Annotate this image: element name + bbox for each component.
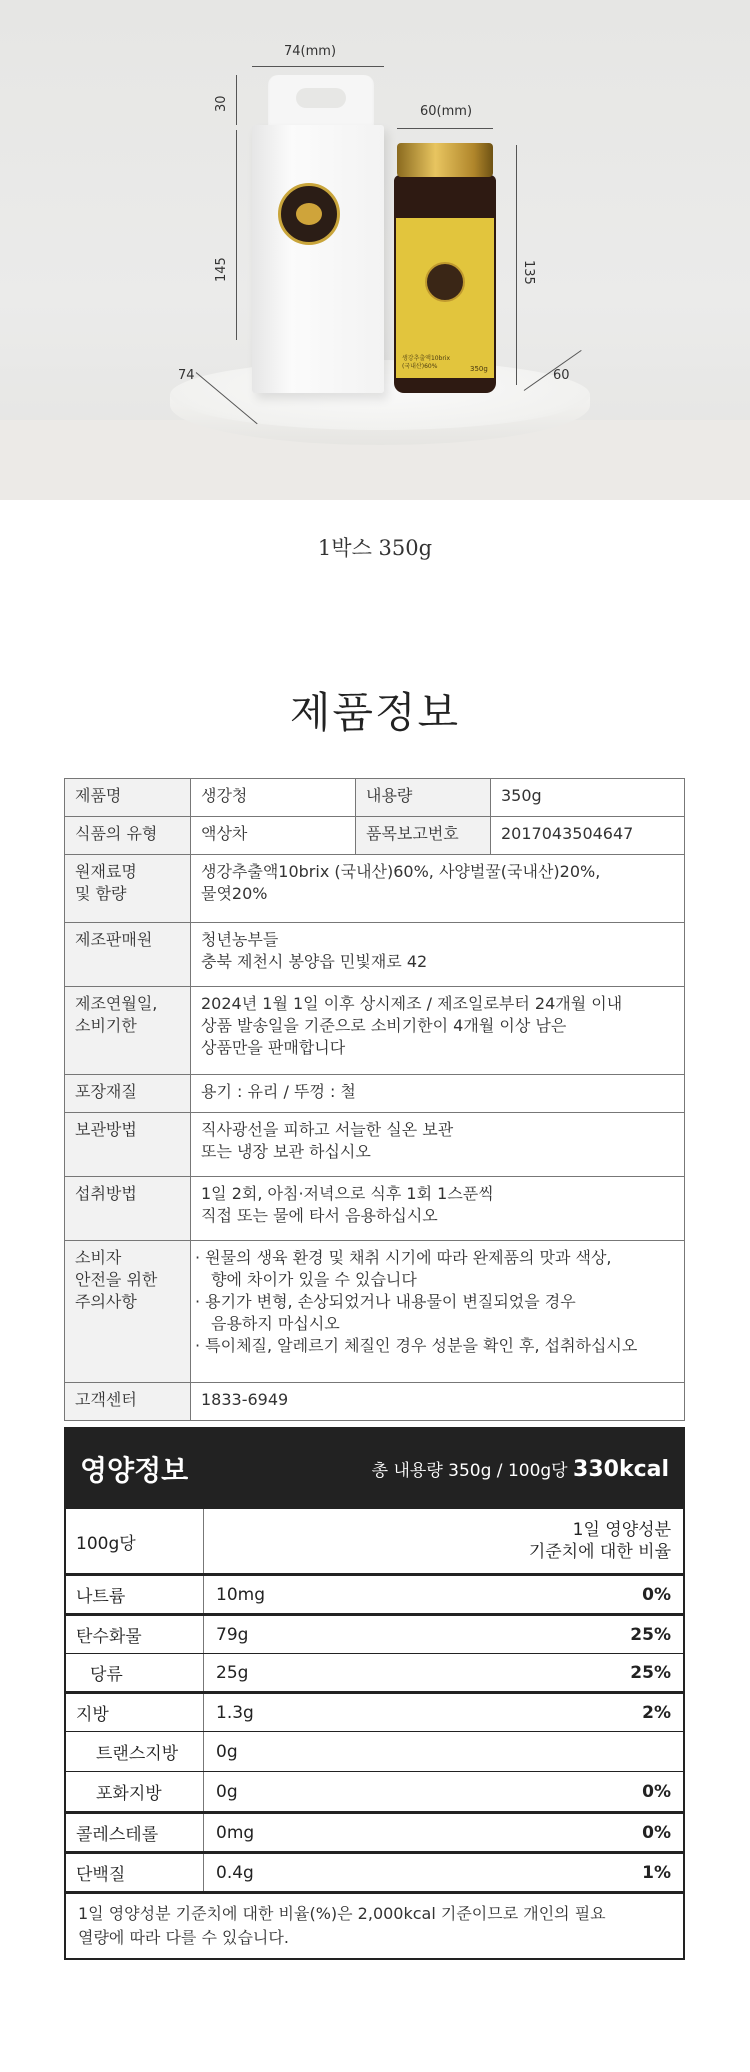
maker-line2: 충북 제천시 봉양읍 민빛재로 42: [201, 952, 428, 971]
jar-label-text: 생강추출액10brix (국내산)60%: [402, 355, 451, 370]
label-intake: 섭취방법: [65, 1177, 191, 1241]
nutrition-subheader: [66, 1509, 683, 1573]
dv-header-line2: 기준치에 대한 비율: [528, 1542, 671, 1562]
nutrition-facts: [64, 1427, 685, 1960]
nutrient-amount: 79g: [216, 1624, 249, 1645]
dim-jar-depth: 60: [553, 368, 570, 383]
label-date-line2: 소비기한: [75, 1016, 137, 1035]
label-maker: 제조판매원: [65, 923, 191, 987]
nutrition-kcal: 330kcal: [573, 1457, 669, 1482]
value-maker: [191, 923, 685, 987]
nutrient-name: 지방: [66, 1694, 204, 1731]
dim-box-height: 145: [214, 257, 229, 282]
value-storage: [191, 1113, 685, 1177]
table-row: [65, 855, 685, 923]
nutrient-name: 나트륨: [66, 1576, 204, 1613]
table-row: [65, 817, 685, 855]
nutrient-dv: 0%: [642, 1781, 671, 1802]
dim-line-jar-height: [516, 145, 517, 385]
product-info-table: [64, 778, 685, 1421]
table-row: [66, 1771, 683, 1811]
label-caution-line3: 주의사항: [75, 1292, 137, 1311]
nutrient-dv: 0%: [642, 1822, 671, 1843]
dv-header: [517, 1519, 683, 1563]
nutrient-amount: 10mg: [216, 1584, 265, 1605]
nutrient-dv: 2%: [642, 1702, 671, 1723]
intake-line2: 직접 또는 물에 타서 음용하십시오: [201, 1206, 438, 1225]
nutrient-name: 콜레스테롤: [66, 1814, 204, 1851]
label-caution-line1: 소비자: [75, 1248, 122, 1267]
caution-line5: · 특이체질, 알레르기 체질인 경우 성분을 확인 후, 섭취하십시오: [195, 1336, 638, 1355]
dim-box-width: 74(mm): [284, 44, 337, 59]
dim-box-depth: 74: [178, 368, 195, 383]
caution-line4: 음용하지 마십시오: [211, 1314, 340, 1333]
label-date-line1: 제조연월일,: [75, 994, 158, 1013]
jar-emblem: [425, 262, 465, 302]
jar-weight: 350g: [470, 365, 488, 373]
nutrient-amount: 0g: [216, 1781, 238, 1802]
ingredients-line1: 생강추출액10brix (국내산)60%, 사양벌꿀(국내산)20%,: [201, 862, 601, 881]
label-product-name: 제품명: [65, 779, 191, 817]
intake-line1: 1일 2회, 아침·저녁으로 식후 1회 1스푼씩: [201, 1184, 494, 1203]
value-food-type: 액상차: [191, 817, 356, 855]
caution-line3: · 용기가 변형, 손상되었거나 내용물이 변질되었을 경우: [195, 1292, 576, 1311]
maker-line1: 청년농부들: [201, 930, 279, 949]
gift-box: [252, 125, 384, 393]
nutrient-dv: 25%: [630, 1662, 671, 1683]
nutrient-dv: 0%: [642, 1584, 671, 1605]
date-line1: 2024년 1월 1일 이후 상시제조 / 제조일로부터 24개월 이내: [201, 994, 623, 1013]
label-customer-center: 고객센터: [65, 1383, 191, 1421]
table-row: [66, 1811, 683, 1851]
label-packaging: 포장재질: [65, 1075, 191, 1113]
nutrition-total-text: 총 내용량 350g / 100g당: [371, 1461, 574, 1481]
table-row: [66, 1691, 683, 1731]
value-customer-center: 1833-6949: [191, 1383, 685, 1421]
value-product-name: 생강청: [191, 779, 356, 817]
nutrient-name: 탄수화물: [66, 1616, 204, 1653]
footnote-line1: 1일 영양성분 기준치에 대한 비율(%)은 2,000kcal 기준이므로 개인의 필요: [78, 1904, 606, 1923]
label-report-number: 품목보고번호: [356, 817, 491, 855]
product-caption: 1박스 350g: [317, 536, 433, 560]
label-ingredients-line2: 및 함량: [75, 884, 127, 903]
date-line2: 상품 발송일을 기준으로 소비기한이 4개월 이상 남은: [201, 1016, 567, 1035]
table-row: [66, 1613, 683, 1653]
value-volume: 350g: [491, 779, 685, 817]
per-100g: 100g당: [66, 1509, 204, 1573]
table-row: [65, 923, 685, 987]
label-volume: 내용량: [356, 779, 491, 817]
label-caution-line2: 안전을 위한: [75, 1270, 158, 1289]
label-ingredients-line1: 원재료명: [75, 862, 137, 881]
nutrient-name: 트랜스지방: [66, 1732, 204, 1771]
table-row: [65, 1113, 685, 1177]
caution-line2: 향에 차이가 있을 수 있습니다: [211, 1270, 417, 1289]
table-row: [65, 1383, 685, 1421]
section-title: 제품정보: [289, 688, 461, 737]
nutrient-dv: 25%: [630, 1624, 671, 1645]
table-row: [65, 779, 685, 817]
dim-jar-width: 60(mm): [420, 104, 473, 119]
label-date: [65, 987, 191, 1075]
value-intake: [191, 1177, 685, 1241]
value-ingredients: [191, 855, 685, 923]
jar-lid: [397, 143, 493, 177]
nutrition-footnote: [66, 1891, 683, 1958]
table-row: [65, 1241, 685, 1383]
table-row: [66, 1851, 683, 1891]
dim-line-box-height: [236, 130, 237, 340]
dim-jar-height: 135: [521, 260, 536, 285]
nutrient-amount: 0g: [216, 1741, 238, 1762]
dim-handle-height: 30: [214, 95, 229, 112]
nutrition-title: 영양정보: [80, 1454, 189, 1487]
value-report-number: 2017043504647: [491, 817, 685, 855]
table-row: [65, 1177, 685, 1241]
dv-header-line1: 1일 영양성분: [572, 1520, 671, 1540]
nutrient-name: 포화지방: [66, 1772, 204, 1811]
footnote-line2: 열량에 따라 다를 수 있습니다.: [78, 1928, 289, 1947]
value-date: [191, 987, 685, 1075]
nutrient-name: 단백질: [66, 1854, 204, 1891]
nutrient-amount: 0.4g: [216, 1862, 254, 1883]
table-row: [66, 1731, 683, 1771]
table-row: [66, 1573, 683, 1613]
gift-box-handle-hole: [296, 88, 346, 108]
nutrient-amount: 0mg: [216, 1822, 255, 1843]
value-caution: [191, 1241, 685, 1383]
nutrient-amount: 1.3g: [216, 1702, 254, 1723]
label-caution: [65, 1241, 191, 1383]
nutrient-name: 당류: [66, 1654, 204, 1691]
nutrient-dv: 1%: [642, 1862, 671, 1883]
caution-line1: · 원물의 생육 환경 및 채취 시기에 따라 완제품의 맛과 색상,: [195, 1248, 612, 1267]
product-photo: [0, 0, 750, 500]
table-row: [66, 1653, 683, 1691]
label-ingredients: [65, 855, 191, 923]
gift-box-emblem-center: [296, 203, 322, 225]
storage-line2: 또는 냉장 보관 하십시오: [201, 1142, 371, 1161]
table-row: [65, 1075, 685, 1113]
dim-line-jar-width: [397, 128, 493, 129]
nutrition-header: [66, 1429, 683, 1509]
nutrition-total: [372, 1456, 669, 1482]
ingredients-line2: 물엿20%: [201, 884, 268, 903]
dim-line-box-width: [252, 66, 384, 67]
date-line3: 상품만을 판매합니다: [201, 1038, 346, 1057]
value-packaging: 용기 : 유리 / 뚜껑 : 철: [191, 1075, 685, 1113]
dim-line-handle: [236, 75, 237, 125]
table-row: [65, 987, 685, 1075]
label-storage: 보관방법: [65, 1113, 191, 1177]
storage-line1: 직사광선을 피하고 서늘한 실온 보관: [201, 1120, 454, 1139]
label-food-type: 식품의 유형: [65, 817, 191, 855]
nutrient-amount: 25g: [216, 1662, 249, 1683]
